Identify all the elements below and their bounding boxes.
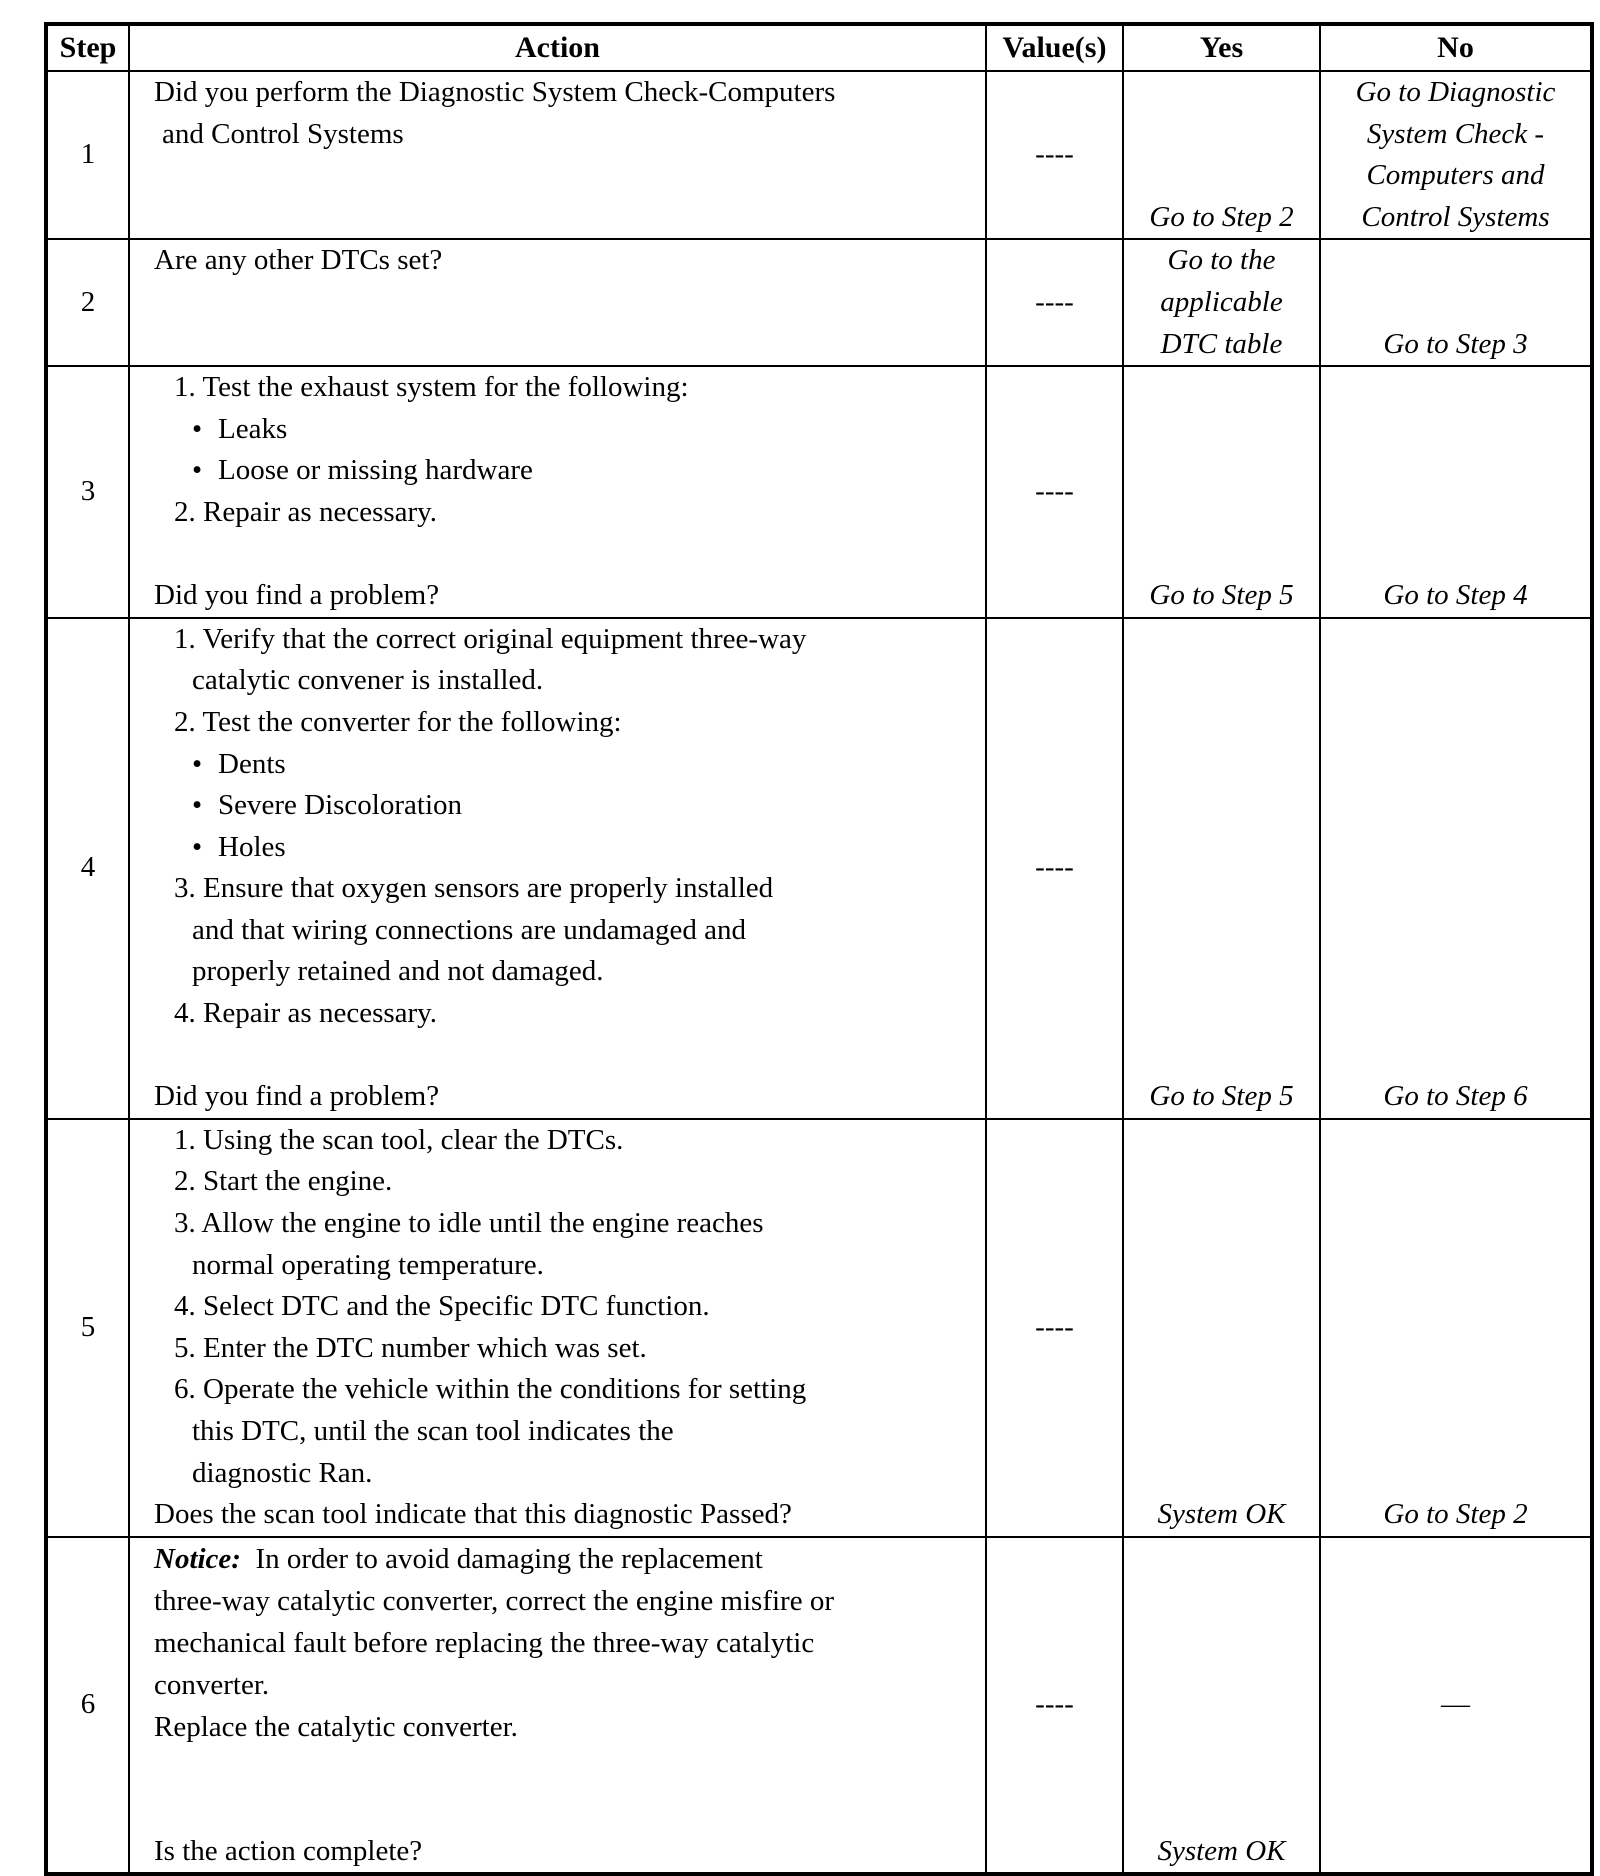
- action-line: Did you perform the Diagnostic System Check-Computers: [154, 76, 836, 108]
- action-line: 4. Select DTC and the Specific DTC function.: [174, 1290, 710, 1323]
- value-cell: ----: [986, 239, 1123, 366]
- header-no: No: [1320, 24, 1592, 71]
- action-question: Did you find a problem?: [154, 1080, 440, 1113]
- action-line: 3. Allow the engine to idle until the engine reaches: [174, 1207, 764, 1240]
- table-row: [46, 366, 1592, 618]
- no-outcome-line: System Check -: [1366, 117, 1545, 150]
- value-cell: ----: [986, 71, 1123, 239]
- action-line: 1. Test the exhaust system for the following:: [174, 371, 689, 404]
- yes-outcome: Go to Step 5: [1149, 579, 1294, 612]
- action-line: 1. Verify that the correct original equipment three-way: [174, 622, 807, 655]
- bullet-text: Severe Discoloration: [218, 789, 463, 822]
- step-number: 1: [46, 71, 129, 239]
- action-cell: [129, 618, 986, 1119]
- yes-outcome: Go to Step 5: [1149, 1080, 1294, 1113]
- action-line: 2. Start the engine.: [174, 1165, 393, 1198]
- notice-text: In order to avoid damaging the replacement: [255, 1542, 763, 1575]
- action-bullet: [154, 785, 977, 827]
- no-outcome-line: Control Systems: [1361, 200, 1550, 233]
- header-action: Action: [129, 24, 986, 71]
- yes-outcome-line: DTC table: [1160, 327, 1283, 360]
- diagnostic-table: [44, 22, 1594, 1876]
- yes-outcome: Go to Step 2: [1149, 200, 1294, 233]
- action-line: 4. Repair as necessary.: [174, 997, 438, 1030]
- value-cell: ----: [986, 1119, 1123, 1537]
- action-bullet: [154, 450, 977, 492]
- table-row: [46, 239, 1592, 366]
- value-cell: ----: [986, 1537, 1123, 1875]
- notice-line: [154, 1538, 977, 1580]
- header-row: [46, 24, 1592, 71]
- no-cell: [1320, 239, 1592, 366]
- step-number: 3: [46, 366, 129, 618]
- action-cell: [129, 71, 986, 239]
- action-question: Is the action complete?: [154, 1834, 423, 1867]
- action-cell: [129, 366, 986, 618]
- action-bullet: [154, 409, 977, 451]
- action-line: catalytic convener is installed.: [192, 664, 544, 697]
- no-outcome: —: [1441, 1688, 1470, 1721]
- action-question: Did you find a problem?: [154, 579, 440, 612]
- bullet-text: Loose or missing hardware: [218, 454, 533, 487]
- action-line: normal operating temperature.: [192, 1248, 544, 1281]
- bullet-text: Holes: [218, 830, 286, 863]
- action-line: this DTC, until the scan tool indicates the: [192, 1415, 674, 1447]
- step-number: 2: [46, 239, 129, 366]
- action-line: and Control Systems: [162, 117, 404, 150]
- step-number: 4: [46, 618, 129, 1119]
- no-outcome: Go to Step 4: [1383, 579, 1528, 612]
- action-line: 5. Enter the DTC number which was set.: [174, 1331, 647, 1364]
- no-outcome-line: Go to Diagnostic: [1355, 76, 1556, 108]
- yes-outcome: System OK: [1157, 1834, 1286, 1867]
- no-outcome: Go to Step 6: [1383, 1080, 1528, 1113]
- action-cell: [129, 239, 986, 366]
- action-line: mechanical fault before replacing the three-way catalytic: [154, 1626, 815, 1659]
- action-line: 2. Repair as necessary.: [174, 495, 438, 528]
- yes-cell: [1123, 1537, 1320, 1875]
- no-outcome-line: Computers and: [1366, 159, 1545, 192]
- value-cell: ----: [986, 618, 1123, 1119]
- action-line: diagnostic Ran.: [192, 1456, 373, 1489]
- no-cell: [1320, 71, 1592, 239]
- yes-outcome: System OK: [1157, 1498, 1286, 1531]
- action-line: 3. Ensure that oxygen sensors are properly installed: [174, 872, 774, 905]
- yes-outcome-line: applicable: [1160, 285, 1283, 318]
- step-number: 6: [46, 1537, 129, 1875]
- header-step: Step: [46, 24, 129, 71]
- yes-cell: [1123, 1119, 1320, 1537]
- table-row: [46, 71, 1592, 239]
- notice-label: Notice:: [154, 1542, 241, 1575]
- action-bullet: [154, 744, 977, 786]
- table-row: [46, 1119, 1592, 1537]
- yes-cell: [1123, 618, 1320, 1119]
- action-question: Does the scan tool indicate that this diagnostic Passed?: [154, 1498, 792, 1531]
- no-outcome: Go to Step 3: [1383, 327, 1528, 360]
- action-line: 6. Operate the vehicle within the conditions for setting: [174, 1373, 807, 1406]
- action-line: converter.: [154, 1668, 270, 1701]
- table-row: [46, 1537, 1592, 1875]
- action-line: properly retained and not damaged.: [192, 955, 604, 988]
- bullet-text: Leaks: [218, 412, 288, 445]
- no-cell: [1320, 618, 1592, 1119]
- action-line: 1. Using the scan tool, clear the DTCs.: [174, 1123, 624, 1156]
- action-line: Replace the catalytic converter.: [154, 1710, 518, 1743]
- no-cell: [1320, 1537, 1592, 1875]
- action-cell: [129, 1119, 986, 1537]
- bullet-text: Dents: [218, 747, 286, 780]
- table-row: [46, 618, 1592, 1119]
- action-line: and that wiring connections are undamaged and: [192, 913, 747, 946]
- no-cell: [1320, 366, 1592, 618]
- no-cell: [1320, 1119, 1592, 1537]
- no-outcome: Go to Step 2: [1383, 1498, 1528, 1531]
- yes-cell: [1123, 239, 1320, 366]
- yes-outcome-line: Go to the: [1167, 244, 1276, 277]
- yes-cell: [1123, 71, 1320, 239]
- action-line: three-way catalytic converter, correct the engine misfire or: [154, 1584, 834, 1617]
- action-line: Are any other DTCs set?: [154, 244, 443, 277]
- action-bullet: [154, 827, 977, 869]
- action-line: 2. Test the converter for the following:: [174, 705, 622, 738]
- header-values: Value(s): [986, 24, 1123, 71]
- step-number: 5: [46, 1119, 129, 1537]
- action-cell: [129, 1537, 986, 1875]
- yes-cell: [1123, 366, 1320, 618]
- header-yes: Yes: [1123, 24, 1320, 71]
- value-cell: ----: [986, 366, 1123, 618]
